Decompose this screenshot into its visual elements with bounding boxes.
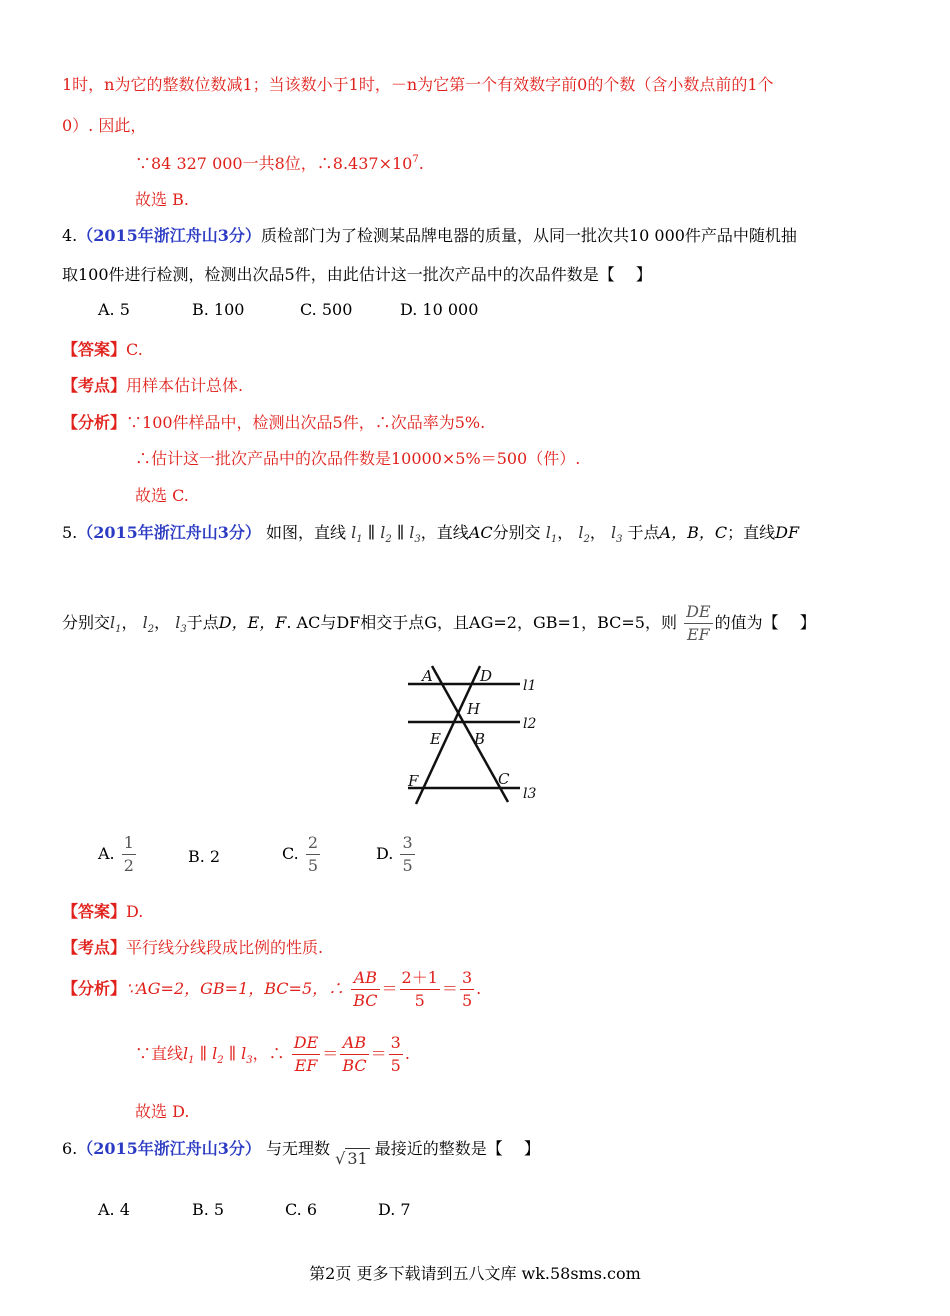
label-c: C	[498, 770, 510, 788]
q4-stem-line2: 取100件进行检测，检测出次品5件，由此估计这一批次产品中的次品件数是【 】	[62, 265, 652, 284]
q5-option-c: C. $\frac{2}{5}$	[282, 833, 319, 875]
q4-stem-line1	[62, 223, 797, 246]
q6-option-d: D. 7	[378, 1200, 411, 1219]
label-a: A	[422, 667, 433, 685]
q4-analysis-line2: ∴估计这一批次产品中的次品件数是10000×5%＝500（件）.	[135, 449, 581, 468]
q5-source: （2015年浙江舟山3分）	[77, 523, 261, 542]
q5-fraction-de-ef: $\frac{DE}{EF}$	[686, 602, 711, 644]
q4-answer: 【答案】C.	[62, 340, 143, 359]
q4-stem-text1: 质检部门为了检测某品牌电器的质量，从同一批次共10 000件产品中随机抽	[260, 226, 797, 245]
q5-point: 【考点】平行线分线段成比例的性质.	[62, 938, 324, 957]
q5-stem-line2: 分别交$l_1$， $l_2$， $l_3$于点D，E，F. AC与DF相交于点G，且AG=2，GB=1，BC=5，则 $\frac{DE}{EF}$ 的值为【 】	[62, 602, 816, 644]
page-footer: 第2页 更多下载请到五八文库 wk.58sms.com	[309, 1264, 641, 1283]
label-f: F	[408, 772, 419, 790]
label-l3: l3	[523, 786, 537, 802]
q4-conclusion: 故选 C.	[135, 486, 189, 505]
q6-stem: 6.（2015年浙江舟山3分） 与无理数 √ 31 最接近的整数是【 】	[62, 1139, 540, 1168]
label-e: E	[430, 730, 441, 748]
q4-analysis-line1: 【分析】∵100件样品中，检测出次品5件，∴次品率为5%.	[62, 413, 486, 432]
q6-source: （2015年浙江舟山3分）	[77, 1139, 261, 1158]
q5-conclusion: 故选 D.	[135, 1102, 190, 1121]
q6-option-b: B. 5	[192, 1200, 225, 1219]
q5-option-d: D. $\frac{3}{5}$	[376, 833, 413, 875]
q5-analysis-line1: 【分析】∵AG=2，GB=1，BC=5，∴ $\frac{AB}{BC}$ ＝ $\frac{2+1}{5}$ ＝ $\frac{3}{5}$ .	[62, 968, 482, 1010]
q5-answer: 【答案】D.	[62, 902, 144, 921]
q4-source: （2015年浙江舟山3分）	[77, 226, 261, 245]
q4-point: 【考点】用样本估计总体.	[62, 376, 244, 395]
q4-number: 4.	[62, 226, 78, 245]
q3-text-line3: ∵84 327 000一共8位，$\therefore 8.437\times 10^7$.	[135, 154, 424, 173]
q6-number: 6.	[62, 1139, 78, 1158]
q3-conclusion: 故选 B.	[135, 190, 189, 209]
q5-analysis-line2: ∵直线$l_1$ ∥ $l_2$ ∥ $l_3$，∴ $\frac{DE}{EF}$ ＝ $\frac{AB}{BC}$ ＝ $\frac{3}{5}$ .	[135, 1033, 410, 1075]
q5-number: 5.	[62, 523, 78, 542]
q4-option-a: A. 5	[98, 300, 130, 319]
q4-option-c: C. 500	[300, 300, 353, 319]
label-h: H	[467, 700, 481, 718]
q6-option-c: C. 6	[285, 1200, 318, 1219]
sqrt-31: √ 31	[335, 1149, 368, 1168]
label-l2: l2	[523, 716, 537, 732]
q6-option-a: A. 4	[98, 1200, 130, 1219]
label-l1: l1	[523, 678, 537, 694]
q5-option-a: A. $\frac{1}{2}$	[98, 833, 134, 875]
q4-option-d: D. 10 000	[400, 300, 479, 319]
label-d: D	[480, 667, 493, 685]
q3-text-line2: 0）. 因此，	[62, 116, 147, 135]
q5-geometry-figure	[400, 660, 550, 808]
q5-stem-line1: 5.（2015年浙江舟山3分） 如图，直线 $l_1$ ∥ $l_2$ ∥ $l_3$，直线AC分别交 $l_1$， $l_2$， $l_3$ 于点A，B，C；直线DF	[62, 523, 800, 545]
q3-text-line1: 1时，n为它的整数位数减1；当该数小于1时，－n为它第一个有效数字前0的个数（含小数点前的1个	[62, 75, 774, 94]
label-b: B	[474, 730, 486, 748]
q4-option-b: B. 100	[192, 300, 245, 319]
q5-option-b: B. 2	[188, 847, 221, 866]
